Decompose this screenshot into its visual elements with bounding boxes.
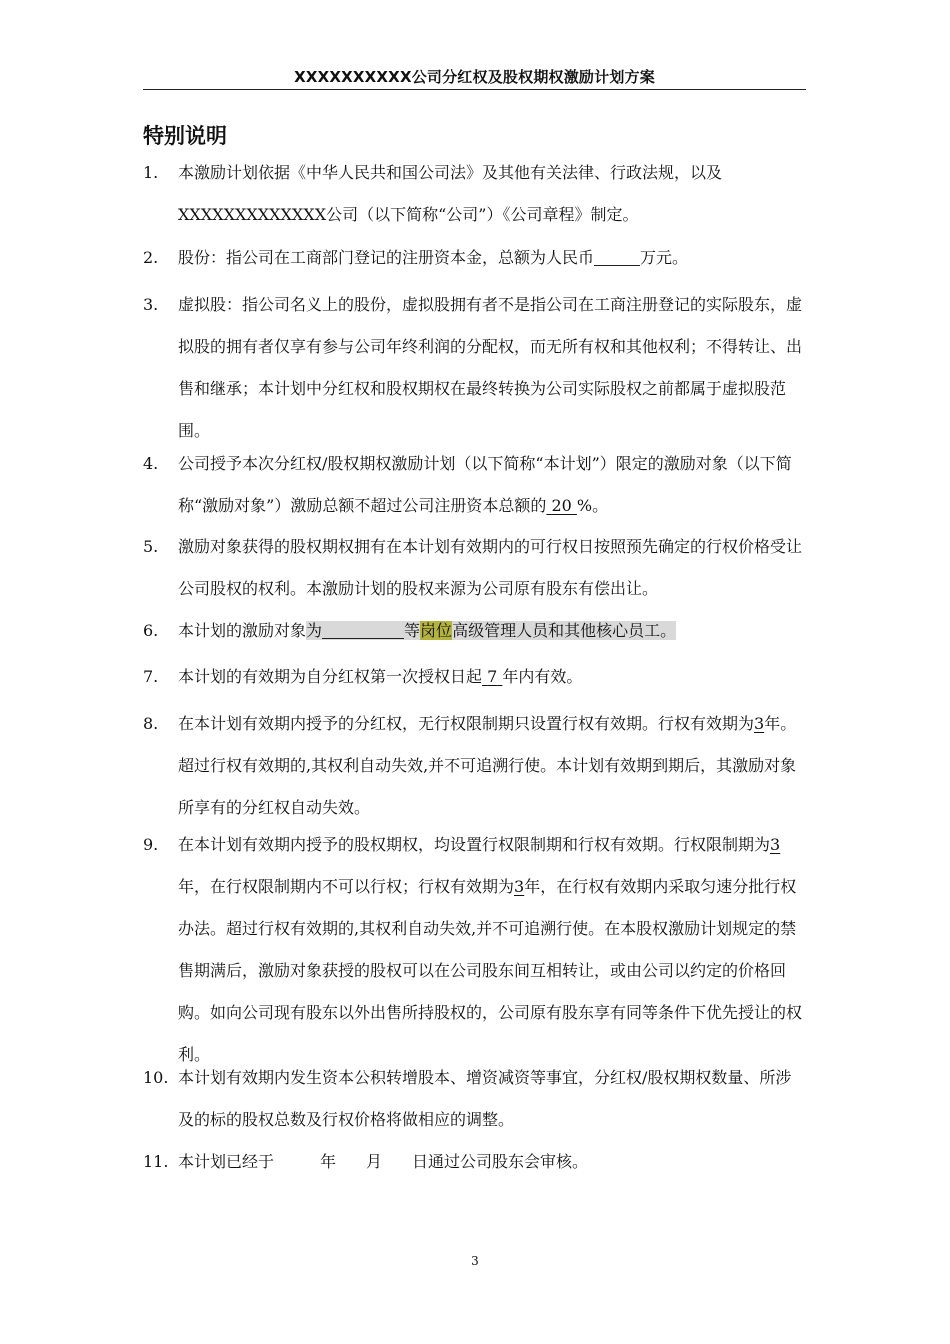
date-month-label: 月 [366,1152,383,1171]
highlighted-text: 为 等岗位高级管理人员和其他核心员工。 [306,621,677,640]
list-item [143,278,806,452]
item-text: 本计划有效期内发生资本公积转增股本、增资减资等事宜，分红权/股权期权数量、所涉及的标的股权总数及行权价格将做相应的调整。 [178,1068,792,1129]
item-number: 4. [143,454,159,473]
list-item [143,152,806,236]
list-item [143,237,806,279]
list-item [143,824,806,1076]
list-item [143,656,806,698]
list-item [143,1057,806,1141]
item-text: 万元。 [640,248,689,267]
list-item [143,526,806,610]
item-text: 虚拟股：指公司名义上的股份，虚拟股拥有者不是指公司在工商注册登记的实际股东，虚拟股的拥有者仅享有参与公司年终利润的分配权，而无所有权和其他权利；不得转让、出售和继承；本计划中分红权和股权期权在最终转换为公司实际股权之前都属于虚拟股范围。 [178,295,803,440]
item-number: 8. [143,714,159,733]
page-number: 3 [471,1254,479,1268]
item-number: 2. [143,248,159,267]
item-text: 年，在行权限制期内不可以行权；行权有效期为 [178,877,515,896]
list-item [143,1141,806,1183]
item-text: 日通过公司股东会审核。 [412,1152,589,1171]
item-text: 本激励计划依据《中华人民共和国公司法》及其他有关法律、行政法规，以及XXXXXXXXXXXXX公司（以下简称“公司”）《公司章程》制定。 [178,163,723,224]
item-number: 1. [143,163,159,182]
item-number: 5. [143,537,159,556]
years-value: 3 [514,877,525,896]
item-text: 公司授予本次分红权/股权期权激励计划（以下简称“本计划”）限定的激励对象（以下简称“激励对象”）激励总额不超过公司注册资本总额的 [178,454,792,515]
item-text: 本计划的有效期为自分红权第一次授权日起 [178,667,483,686]
item-text: 在本计划有效期内授予的股权期权，均设置行权限制期和行权有效期。行权限制期为 [178,835,771,854]
item-text: 年，在行权有效期内采取匀速分批行权办法。超过行权有效期的,其权利自动失效,并不可追溯行使。在本股权激励计划规定的禁售期满后，激励对象获授的股权可以在公司股东间互相转让，或由公司以约定的价格回购。如向公司现有股东以外出售所持股权的，公司原有股东享有同等条件下优先授让的权利。 [178,877,803,1064]
item-text: 本计划的激励对象 [178,621,307,640]
list-item [143,610,806,652]
amount-blank [594,249,640,266]
item-number: 3. [143,295,159,314]
position-blank [322,622,404,639]
document-header: XXXXXXXXXX公司分红权及股权期权激励计划方案 [294,68,655,86]
years-value: 3 [770,835,781,854]
section-title: 特别说明 [143,124,227,148]
item-text: %。 [576,496,609,515]
years-value: 7 [487,667,498,686]
header-divider [143,89,806,90]
item-number: 6. [143,621,159,640]
date-year-label: 年 [320,1152,337,1171]
item-text: 本计划已经于 [178,1152,275,1171]
item-text: 激励对象获得的股权期权拥有在本计划有效期内的可行权日按照预先确定的行权价格受让公司股权的权利。本激励计划的股权来源为公司原有股东有偿出让。 [178,537,803,598]
item-text: 年内有效。 [502,667,583,686]
item-text: 年。超过行权有效期的,其权利自动失效,并不可追溯行使。本计划有效期到期后，其激励对象所享有的分红权自动失效。 [178,714,797,817]
item-text: 股份：指公司在工商部门登记的注册资本金，总额为人民币 [178,248,595,267]
item-number: 7. [143,667,159,686]
list-item [143,697,806,829]
item-text: 在本计划有效期内授予的分红权，无行权限制期只设置行权有效期。行权有效期为 [178,714,755,733]
item-number: 10. [143,1068,169,1087]
list-item [143,443,806,527]
item-number: 9. [143,835,159,854]
item-number: 11. [143,1152,169,1171]
years-value: 3 [754,714,765,733]
percent-value: 20 [551,496,572,515]
highlighted-text: 岗位 [420,621,453,640]
